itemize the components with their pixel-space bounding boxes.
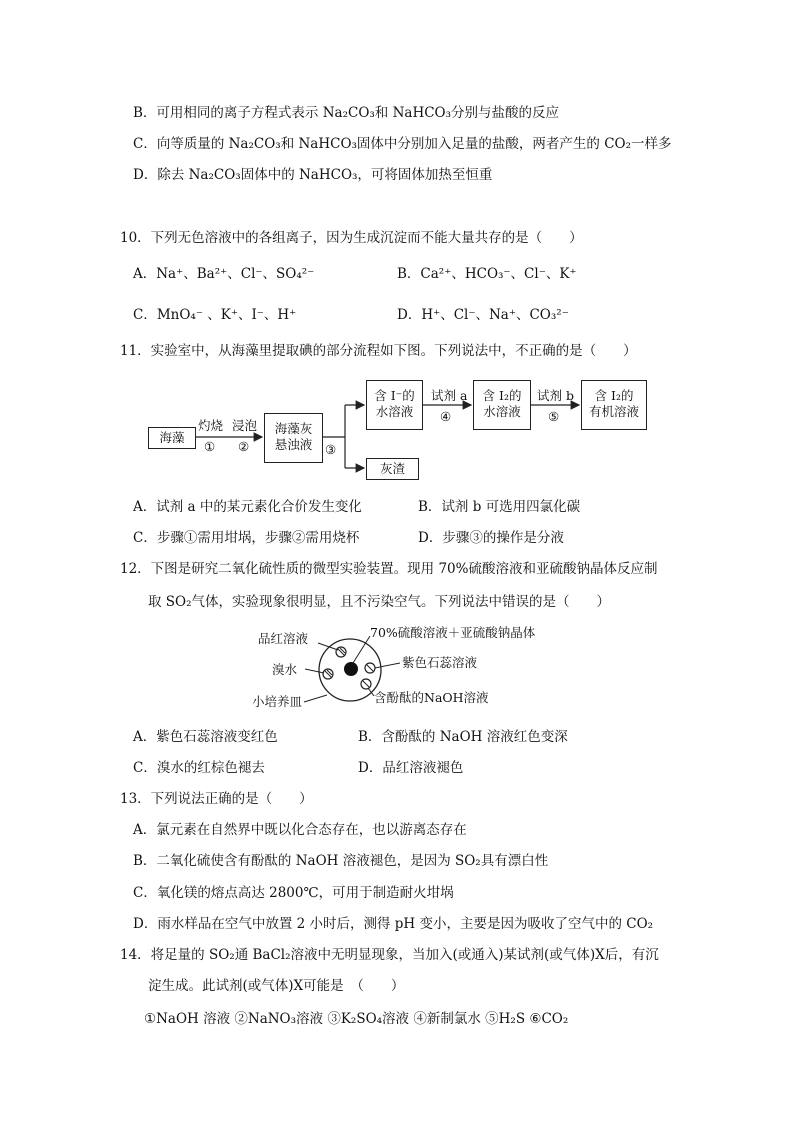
label-peiyangmin: 小培养皿 xyxy=(252,694,303,709)
q13-stem: 13．下列说法正确的是（ ） xyxy=(120,791,313,807)
box-organic xyxy=(581,380,647,430)
box-i-minus-line1: 含 I⁻的 xyxy=(374,388,415,403)
label-shirui: 紫色石蕊溶液 xyxy=(402,655,478,670)
q12-option-a: A．紫色石蕊溶液变红色 xyxy=(133,729,278,745)
q14-options: ①NaOH 溶液 ②NaNO₃溶液 ③K₂SO₄溶液 ④新制氯水 ⑤H₂S ⑥CO₂ xyxy=(144,1011,569,1027)
box-haizao: 海藻 xyxy=(148,427,196,449)
label-reagent-b: 试剂 b xyxy=(537,388,574,403)
q13-option-b: B．二氧化硫使含有酚酞的 NaOH 溶液褪色，是因为 SO₂具有漂白性 xyxy=(133,853,549,869)
q9-option-d: D．除去 Na₂CO₃固体中的 NaHCO₃，可将固体加热至恒重 xyxy=(133,167,493,183)
box-i-minus-line2: 水溶液 xyxy=(375,404,414,419)
label-reagent-a: 试剂 a xyxy=(431,388,468,403)
q12-stem-line1: 12．下图是研究二氧化硫性质的微型实验装置。现用 70%硫酸溶液和亚硫酸钠晶体反应制 xyxy=(120,561,658,577)
q10-option-b: B．Ca²⁺、HCO₃⁻、Cl⁻、K⁺ xyxy=(397,266,577,282)
q9-option-b: B．可用相同的离子方程式表示 Na₂CO₃和 NaHCO₃分别与盐酸的反应 xyxy=(133,105,560,121)
label-zhuoshao: 灼烧 xyxy=(198,418,224,433)
q10-option-d: D．H⁺、Cl⁻、Na⁺、CO₃²⁻ xyxy=(397,307,569,323)
q11-stem: 11．实验室中，从海藻里提取碘的部分流程如下图。下列说法中，不正确的是（ ） xyxy=(120,343,637,359)
box-i2-water-line2: 水溶液 xyxy=(483,404,521,419)
box-i2-water-line1: 含 I₂的 xyxy=(482,388,522,403)
label-step2: ② xyxy=(238,439,250,454)
q12-option-d: D．品红溶液褪色 xyxy=(358,760,464,776)
box-xuanzhuoye-line1: 海藻灰 xyxy=(274,421,313,436)
box-i-minus xyxy=(366,380,423,430)
box-xuanzhuoye xyxy=(264,413,323,463)
label-step3: ③ xyxy=(325,442,337,457)
box-huizha: 灰渣 xyxy=(366,458,419,480)
box-xuanzhuoye-line2: 悬浊液 xyxy=(274,437,313,452)
q11-option-c: C．步骤①需用坩埚，步骤②需用烧杯 xyxy=(133,530,360,546)
box-organic-line1: 含 I₂的 xyxy=(594,388,634,403)
q12-option-c: C．溴水的红棕色褪去 xyxy=(133,760,265,776)
q9-option-c: C．向等质量的 Na₂CO₃和 NaHCO₃固体中分别加入足量的盐酸，两者产生的 CO₂一样多 xyxy=(133,136,672,152)
label-xiushui: 溴水 xyxy=(272,662,298,677)
label-step1: ① xyxy=(204,439,216,454)
label-jinpao: 浸泡 xyxy=(232,418,258,433)
q14-stem-line2: 淀生成。此试剂(或气体)X可能是 （ ） xyxy=(148,978,405,994)
q13-option-c: C．氧化镁的熔点高达 2800℃，可用于制造耐火坩埚 xyxy=(133,885,454,901)
q12-option-b: B．含酚酞的 NaOH 溶液红色变深 xyxy=(358,729,568,745)
q12-stem-line2: 取 SO₂气体，实验现象很明显，且不污染空气。下列说法中错误的是（ ） xyxy=(148,594,611,610)
q10-option-c: C．MnO₄⁻ 、K⁺、I⁻、H⁺ xyxy=(133,307,297,323)
q11-flow-diagram xyxy=(148,378,658,482)
label-pinhong: 品红溶液 xyxy=(258,631,309,646)
q10-option-a: A．Na⁺、Ba²⁺、Cl⁻、SO₄²⁻ xyxy=(133,266,315,282)
box-i2-water xyxy=(473,380,531,430)
q11-option-b: B．试剂 b 可选用四氯化碳 xyxy=(418,499,581,515)
label-step5: ⑤ xyxy=(548,409,560,424)
label-naoh: 含酚酞的NaOH溶液 xyxy=(374,690,489,705)
box-organic-line2: 有机溶液 xyxy=(588,404,639,419)
q11-option-d: D．步骤③的操作是分液 xyxy=(418,530,564,546)
q13-option-a: A．氯元素在自然界中既以化合态存在，也以游离态存在 xyxy=(133,822,467,838)
q14-stem-line1: 14．将足量的 SO₂通 BaCl₂溶液中无明显现象，当加入(或通入)某试剂(或气体)X后，有沉 xyxy=(120,947,659,963)
q12-apparatus-diagram xyxy=(250,622,550,718)
q11-option-a: A．试剂 a 中的某元素化合价发生变化 xyxy=(133,499,362,515)
q10-stem: 10．下列无色溶液中的各组离子，因为生成沉淀而不能大量共存的是（ ） xyxy=(120,230,583,246)
label-center-reagent: 70%硫酸溶液＋亚硫酸钠晶体 xyxy=(370,625,536,640)
q13-option-d: D．雨水样品在空气中放置 2 小时后，测得 pH 变小，主要是因为吸收了空气中的 CO₂ xyxy=(133,916,654,932)
label-step4: ④ xyxy=(440,409,452,424)
